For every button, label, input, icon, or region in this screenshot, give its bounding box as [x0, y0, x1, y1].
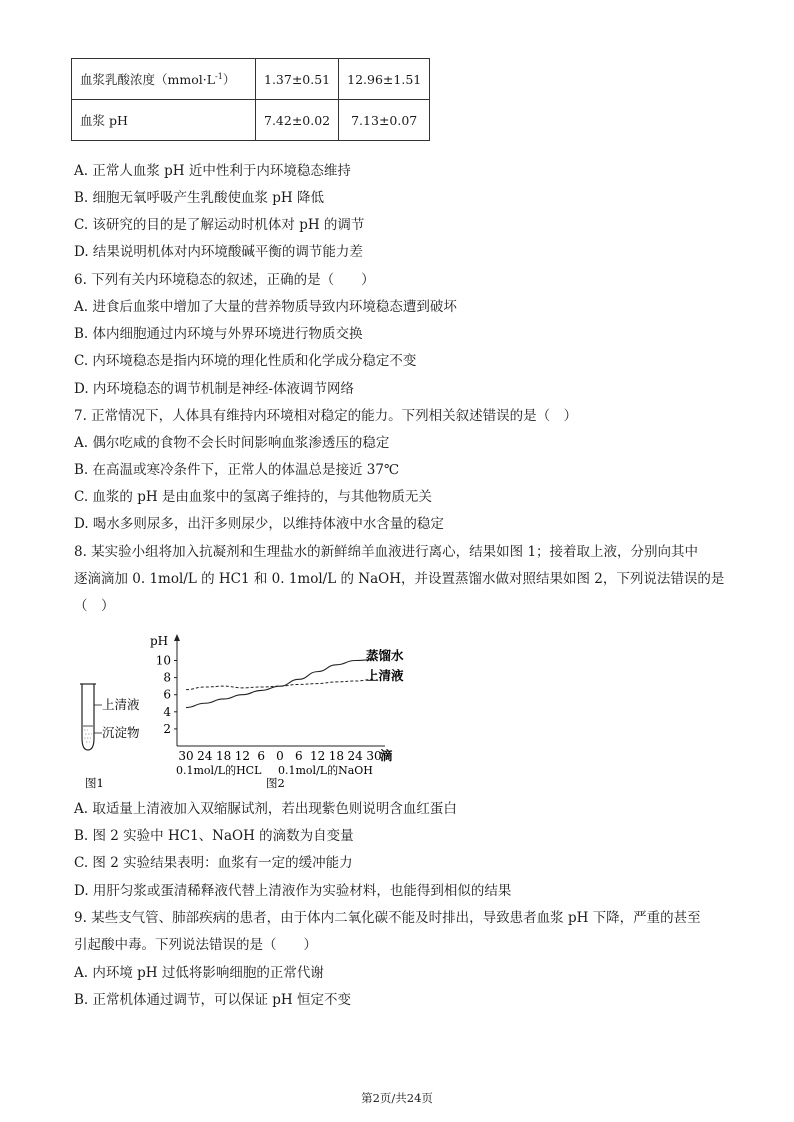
fig1-bottom-label: 沉淀物 [102, 725, 140, 740]
x-right-label: 0.1mol/L的NaOH [278, 764, 373, 777]
y-tick-label: 4 [163, 704, 171, 719]
q9-option-a: A. 内环境 pH 过低将影响细胞的正常代谢 [74, 965, 324, 981]
table-cell: 血浆 pH [72, 100, 256, 141]
series-line-water [186, 660, 374, 708]
q6-option-b: B. 体内细胞通过内环境与外界环境进行物质交换 [74, 326, 363, 342]
x-unit-label: 滴 [380, 748, 393, 763]
y-tick-label: 10 [155, 653, 171, 668]
q7-option-a: A. 偶尔吃咸的食物不会长时间影响血浆渗透压的稳定 [74, 435, 390, 451]
q8-stem-line3: （ ） [74, 598, 115, 614]
q7-option-c: C. 血浆的 pH 是由血浆中的氢离子维持的，与其他物质无关 [74, 489, 432, 505]
table-row [72, 59, 430, 100]
q6-option-a: A. 进食后血浆中增加了大量的营养物质导致内环境稳态遭到破坏 [74, 299, 457, 315]
x-tick-label: 12 [234, 749, 251, 763]
series-line-supernatant [186, 679, 374, 689]
q8-option-a: A. 取适量上清液加入双缩脲试剂，若出现紫色则说明含血红蛋白 [74, 801, 457, 817]
table-row [72, 100, 430, 141]
q8-option-b: B. 图 2 实验中 HC1、NaOH 的滴数为自变量 [74, 828, 354, 844]
q7-stem: 7. 正常情况下，人体具有维持内环境相对稳定的能力。下列相关叙述错误的是（ ） [74, 408, 578, 424]
x-left-label: 0.1mol/L的HCL [176, 764, 262, 777]
y-axis-label: pH [150, 634, 169, 648]
table-cell: 12.96±1.51 [339, 59, 430, 100]
q8-stem-line2: 逐滴滴加 0. 1mol/L 的 HC1 和 0. 1mol/L 的 NaOH，并设置蒸馏水做对照结果如图 2，下列说法错误的是 [74, 571, 725, 587]
y-tick-label: 8 [163, 670, 171, 685]
x-tick-label: 0 [276, 749, 284, 763]
fig1-caption: 图1 [85, 776, 104, 790]
y-tick-label: 6 [163, 687, 171, 702]
x-tick-label: 18 [328, 749, 345, 763]
series-label-supernatant: 上清液 [366, 668, 404, 683]
q9-option-b: B. 正常机体通过调节，可以保证 pH 恒定不变 [74, 992, 351, 1008]
x-tick-label: 18 [215, 749, 232, 763]
table-cell: 血浆乳酸浓度$(mmol\cdot L^{-1})$ [72, 59, 256, 100]
q6-option-c: C. 内环境稳态是指内环境的理化性质和化学成分稳定不变 [74, 353, 417, 369]
x-tick-label: 24 [197, 749, 213, 763]
y-tick-label: 2 [163, 721, 171, 736]
x-tick-label: 30 [178, 749, 194, 763]
x-tick-label: 6 [294, 749, 303, 763]
series-label-water: 蒸馏水 [366, 648, 404, 663]
q5-option-c: C. 该研究的目的是了解运动时机体对 pH 的调节 [74, 217, 365, 233]
fig2-caption: 图2 [266, 776, 285, 790]
table-cell: 7.42±0.02 [256, 100, 339, 141]
q8-figure [70, 630, 410, 795]
q7-option-d: D. 喝水多则尿多，出汗多则尿少，以维持体液中水含量的稳定 [74, 516, 444, 532]
fig1-top-label: 上清液 [102, 697, 140, 712]
x-tick-label: 30 [366, 749, 382, 763]
q8-stem-line1: 8. 某实验小组将加入抗凝剂和生理盐水的新鲜绵羊血液进行离心，结果如图 1；接着取上液，分别向其中 [74, 544, 699, 560]
q5-option-a: A. 正常人血浆 pH 近中性利于内环境稳态维持 [74, 163, 351, 179]
q5-option-b: B. 细胞无氧呼吸产生乳酸使血浆 pH 降低 [74, 190, 325, 206]
q5-option-d: D. 结果说明机体对内环境酸碱平衡的调节能力差 [74, 244, 363, 260]
table-cell: 1.37±0.51 [256, 59, 339, 100]
q9-stem-line2: 引起酸中毒。下列说法错误的是（ ） [74, 937, 317, 953]
page-footer: 第2页/共24页 [361, 1091, 433, 1105]
x-tick-label: 24 [347, 749, 363, 763]
q7-option-b: B. 在高温或寒冷条件下，正常人的体温总是接近 37℃ [74, 462, 400, 478]
table-cell: 7.13±0.07 [339, 100, 430, 141]
test-tube-figure [80, 684, 140, 790]
ph-chart [150, 634, 404, 790]
q8-option-d: D. 用肝匀浆或蛋清稀释液代替上清液作为实验材料，也能得到相似的结果 [74, 883, 512, 899]
q6-option-d: D. 内环境稳态的调节机制是神经-体液调节网络 [74, 381, 354, 397]
q6-stem: 6. 下列有关内环境稳态的叙述，正确的是（ ） [74, 272, 375, 288]
x-tick-label: 6 [257, 749, 266, 763]
x-tick-label: 12 [309, 749, 326, 763]
q9-stem-line1: 9. 某些支气管、肺部疾病的患者，由于体内二氧化碳不能及时排出，导致患者血浆 pH 下降，严重的甚至 [74, 910, 701, 926]
q8-option-c: C. 图 2 实验结果表明：血浆有一定的缓冲能力 [74, 855, 353, 871]
data-table [71, 58, 430, 141]
